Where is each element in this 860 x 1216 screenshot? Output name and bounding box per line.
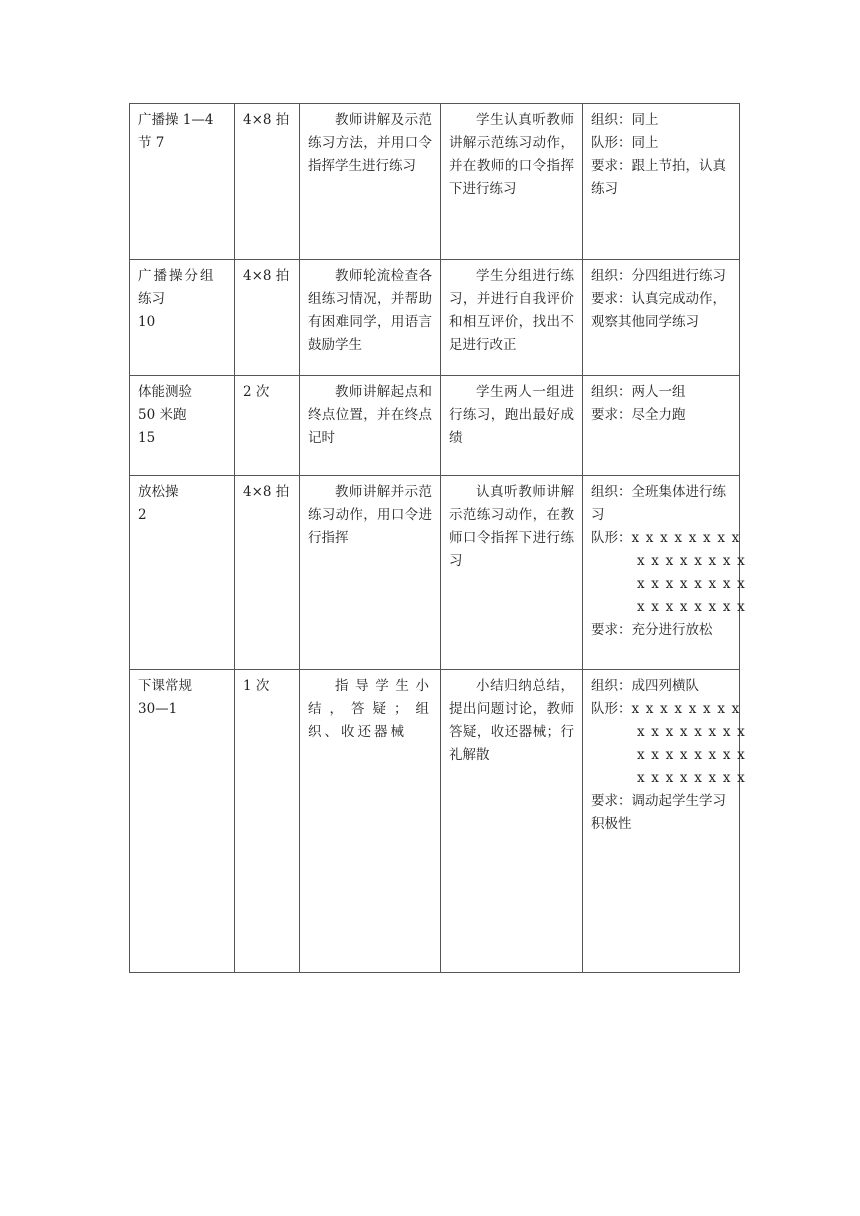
org-line: 组织：两人一组 (591, 384, 686, 400)
teacher-cell (300, 104, 441, 260)
student-cell (441, 260, 583, 376)
teacher-text: 教师讲解并示范练习动作，用口令进行指挥 (308, 484, 432, 546)
formation-row: x x x x x x x x (637, 553, 746, 569)
organization-cell (583, 376, 740, 476)
amount-cell (235, 104, 300, 260)
content-cell (130, 260, 235, 376)
student-text: 小结归纳总结，提出问题讨论，教师答疑，收还器械；行礼解散 (449, 678, 574, 763)
teacher-text: 教师讲解起点和终点位置，并在终点记时 (308, 384, 432, 446)
teacher-cell (300, 476, 441, 670)
organization-cell (583, 104, 740, 260)
org-line: 要求：充分进行放松 (591, 622, 713, 638)
formation-label: 队形： (591, 530, 632, 546)
table-row (130, 476, 740, 670)
content-line: 50 米跑 (138, 407, 187, 423)
teacher-cell (300, 670, 441, 973)
org-line: 组织：分四组进行练习 (591, 268, 726, 284)
formation-row: x x x x x x x x (631, 530, 741, 546)
amount-text: 4×8 拍 (243, 484, 290, 500)
content-cell (130, 376, 235, 476)
content-line: 下课常规 (138, 678, 192, 694)
table-row (130, 376, 740, 476)
content-line: 15 (138, 430, 156, 446)
teacher-cell (300, 260, 441, 376)
table-row (130, 260, 740, 376)
lesson-plan-table (129, 103, 746, 973)
formation-row: x x x x x x x x (637, 724, 746, 740)
student-text: 学生两人一组进行练习，跑出最好成绩 (449, 384, 574, 446)
amount-cell (235, 670, 300, 973)
content-line: 放松操 (138, 484, 179, 500)
formation-label: 队形： (591, 701, 632, 717)
org-line: 队形：同上 (591, 135, 659, 151)
content-line: 练习 (138, 291, 165, 307)
formation-row: x x x x x x x x (637, 576, 746, 592)
organization-cell (583, 260, 740, 376)
formation-row: x x x x x x x x (637, 599, 746, 615)
content-line: 广播操分组 (138, 268, 216, 284)
content-cell (130, 476, 235, 670)
formation-row: x x x x x x x x (637, 747, 746, 763)
org-line: 组织：成四列横队 (591, 678, 699, 694)
student-cell (441, 104, 583, 260)
content-line: 30—1 (138, 701, 178, 717)
student-text: 学生分组进行练习，并进行自我评价和相互评价，找出不足进行改正 (449, 268, 574, 353)
amount-cell (235, 260, 300, 376)
org-line: 要求：尽全力跑 (591, 407, 686, 423)
teacher-text: 教师讲解及示范练习方法，并用口令指挥学生进行练习 (308, 112, 432, 174)
student-text: 学生认真听教师讲解示范练习动作，并在教师的口令指挥下进行练习 (449, 112, 574, 197)
organization-cell (583, 670, 746, 973)
table-row (130, 104, 740, 260)
org-line: 要求：认真完成动作，观察其他同学练习 (591, 291, 726, 330)
content-cell (130, 104, 235, 260)
student-cell (441, 376, 583, 476)
student-cell (441, 476, 583, 670)
org-line: 组织：同上 (591, 112, 659, 128)
org-line: 要求：调动起学生学习积极性 (591, 793, 726, 832)
organization-cell (583, 476, 746, 670)
formation-row: x x x x x x x x (637, 770, 746, 786)
amount-text: 2 次 (243, 384, 270, 400)
student-text: 认真听教师讲解示范练习动作，在教师口令指挥下进行练习 (449, 484, 574, 569)
content-cell (130, 670, 235, 973)
student-cell (441, 670, 583, 973)
content-line: 广播操 1—4 (138, 112, 214, 128)
formation-row: x x x x x x x x (631, 701, 741, 717)
org-line: 要求：跟上节拍，认真练习 (591, 158, 726, 197)
teacher-text: 教师轮流检查各组练习情况，并帮助有困难同学，用语言鼓励学生 (308, 268, 432, 353)
amount-text: 4×8 拍 (243, 112, 290, 128)
content-line: 节 7 (138, 135, 165, 151)
content-line: 10 (138, 314, 156, 330)
amount-cell (235, 376, 300, 476)
teacher-text: 指导学生小结，答疑；组织、收还器械 (308, 678, 432, 740)
teacher-cell (300, 376, 441, 476)
amount-text: 4×8 拍 (243, 268, 290, 284)
amount-text: 1 次 (243, 678, 270, 694)
amount-cell (235, 476, 300, 670)
content-line: 体能测验 (138, 384, 192, 400)
org-line: 组织：全班集体进行练习 (591, 484, 726, 523)
table-row (130, 670, 740, 973)
content-line: 2 (138, 507, 147, 523)
